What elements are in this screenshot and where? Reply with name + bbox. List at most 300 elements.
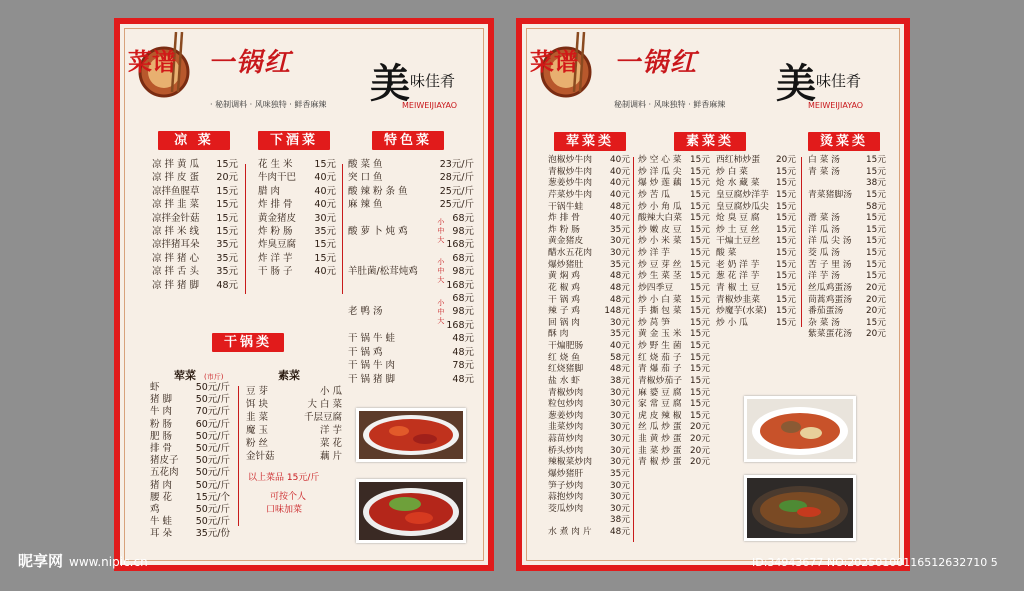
- menu-item-name: 黄金猪皮: [258, 212, 297, 224]
- menu-item-group: [348, 252, 474, 292]
- menu-item-price: 15元: [690, 224, 710, 235]
- menu-item: [808, 318, 886, 330]
- menu-item: [548, 306, 630, 318]
- menu-item: [348, 373, 474, 386]
- menu-item-name: 洋 瓜 汤: [808, 224, 840, 235]
- menu-item-name: 猪 脚: [150, 394, 173, 406]
- brand-title: 一锅红: [208, 48, 293, 78]
- menu-item: [348, 158, 474, 171]
- menu-item: [638, 399, 710, 411]
- menu-item: [548, 469, 630, 481]
- menu-item-price: 30元: [610, 492, 630, 503]
- menu-item-price: 50元/斤: [195, 467, 230, 479]
- menu-item-price: 15元: [776, 189, 796, 200]
- menu-item-name: 芹菜炒牛肉: [548, 189, 592, 200]
- menu-item-name: 炒 洋 芋: [638, 248, 670, 258]
- menu-item-price: 50元/斤: [195, 394, 230, 406]
- menu-item-name: 麻 婆 豆 腐: [638, 387, 682, 398]
- menu-item: [348, 332, 474, 345]
- menu-item-name: 黄 焖 鸡: [548, 271, 580, 282]
- menu-item: [638, 260, 710, 272]
- menu-item-price: 15元: [216, 226, 238, 238]
- size-label: 大: [437, 236, 445, 245]
- menu-item: [716, 225, 796, 237]
- menu-item: [258, 252, 336, 265]
- menu-item-price: 50元/斤: [195, 504, 230, 516]
- veg-item: [246, 450, 342, 463]
- menu-item-price: 15元: [690, 213, 710, 224]
- menu-item-price: 15元: [866, 166, 886, 177]
- menu-item: [258, 171, 336, 184]
- menu-item-price: 20元: [866, 329, 886, 340]
- menu-item: [548, 399, 630, 411]
- menu-item: [152, 185, 238, 198]
- menu-item: [548, 376, 630, 388]
- menu-item-name: 番茄蛋汤: [808, 306, 844, 317]
- menu-item: [548, 481, 630, 493]
- menu-item: [150, 467, 230, 479]
- menu-item-name: 牛 蛙: [150, 516, 173, 528]
- menu-item: [638, 213, 710, 225]
- menu-item-name: 炒 莴 笋: [638, 317, 670, 328]
- menu-item-price: 15元: [690, 236, 710, 247]
- menu-item: [716, 167, 796, 179]
- menu-item-price: 15元: [866, 155, 886, 165]
- menu-item-name: 炒 野 生 菌: [638, 341, 682, 351]
- ganguo-veg-note: 以上菜品 15元/斤: [248, 473, 320, 483]
- menu-item-name: 红烧猪脚: [548, 364, 584, 375]
- menu-item: [716, 213, 796, 225]
- veg-item-a: 魔 玉: [246, 425, 269, 436]
- divider: [633, 157, 634, 542]
- menu-item-price: 15元: [776, 201, 796, 212]
- menu-item: [548, 446, 630, 458]
- menu-item-price: 38元: [610, 515, 630, 526]
- menu-item: [150, 382, 230, 394]
- dish-photo-2: [356, 479, 466, 543]
- menu-item: [258, 185, 336, 198]
- menu-item-name: 泡椒炒牛肉: [548, 155, 592, 165]
- menu-item: [808, 213, 886, 225]
- menu-item-price: 15元: [776, 224, 796, 235]
- menu-item: [716, 306, 796, 318]
- mei-glyph: 美: [776, 60, 816, 107]
- menu-item-name: 凉 拌 黄 瓜: [152, 159, 200, 170]
- menu-item-name: 干 锅 猪 脚: [348, 373, 396, 385]
- tang-list: [808, 155, 886, 341]
- ganguo-veg-head: 素菜: [278, 369, 300, 382]
- menu-item: [548, 248, 630, 260]
- menu-item-price: 40元: [314, 266, 336, 278]
- menu-item: [152, 158, 238, 171]
- menu-item: [638, 283, 710, 295]
- menu-item-name: 干 锅 鸡: [348, 346, 383, 358]
- veg-item-a: 饵 块: [246, 399, 269, 410]
- menu-item: [808, 202, 886, 214]
- menu-item: [548, 225, 630, 237]
- section-title-tang: 烫菜类: [808, 132, 880, 151]
- xiajiu-list: [258, 158, 336, 279]
- menu-item-name: 猪 肉: [150, 479, 173, 491]
- menu-item: [638, 376, 710, 388]
- menu-item-price: 15元: [690, 341, 710, 351]
- menu-item-price: 23元/斤: [439, 159, 474, 170]
- menu-item: [152, 225, 238, 238]
- menu-item-price: 40元: [610, 166, 630, 177]
- menu-item-name: 羊肚菌/松茸炖鸡: [348, 266, 418, 278]
- menu-item-name: 干 肠 子: [258, 266, 293, 278]
- menu-item-price: 15元: [314, 239, 336, 251]
- menu-item-price: 20元: [690, 422, 710, 433]
- menu-item-name: 茼蒿鸡蛋汤: [808, 294, 852, 305]
- menu-item-name: 丝瓜鸡蛋汤: [808, 282, 852, 293]
- menu-item-price: 68元: [452, 252, 474, 264]
- menu-item: [348, 359, 474, 372]
- menu-item-name: 五花肉: [150, 467, 179, 479]
- menu-item: [716, 318, 796, 330]
- menu-item-name: 滑 菜 汤: [808, 213, 840, 224]
- menu-item: [348, 185, 474, 198]
- menu-item: [638, 271, 710, 283]
- menu-item-name: 酸 菜: [716, 248, 737, 258]
- menu-item-price: 40元: [314, 199, 336, 211]
- menu-item: [548, 515, 630, 527]
- menu-item-price: 15元: [776, 271, 796, 282]
- menu-item-name: 西红柿炒蛋: [716, 155, 760, 165]
- menu-item-price: 48元: [452, 346, 474, 358]
- menu-item-price: 40元: [314, 185, 336, 197]
- menu-item: [638, 364, 710, 376]
- menu-item-price: 30元: [610, 399, 630, 410]
- menu-item-name: 炒 土 豆 丝: [716, 224, 760, 235]
- menu-item-name: 牛肉干巴: [258, 172, 297, 184]
- menu-item-price: 15元: [690, 189, 710, 200]
- menu-item-price: 35元: [216, 266, 238, 278]
- menu-item: [638, 155, 710, 167]
- menu-item-price: 30元: [610, 434, 630, 444]
- menu-item-name: 青 椒 土 豆: [716, 282, 760, 293]
- menu-item-name: 葱姜炒肉: [548, 410, 584, 421]
- menu-item-name: 爆炒猪肚: [548, 259, 584, 270]
- menu-item-name: 干煸肥肠: [548, 341, 584, 351]
- menu-item: [808, 178, 886, 190]
- menu-item-price: 15元: [776, 178, 796, 189]
- menu-item-name: 炒 白 菜: [716, 166, 748, 177]
- menu-item: [808, 329, 886, 341]
- menu-item: [638, 446, 710, 458]
- menu-item-name: 家 常 豆 腐: [638, 399, 682, 410]
- menu-item-name: 葱 花 洋 芋: [716, 271, 760, 282]
- menu-item-price: 15元: [866, 213, 886, 224]
- menu-item-name: 牛 肉: [150, 406, 173, 418]
- menu-item-name: 老 鸭 汤: [348, 306, 383, 318]
- menu-item-name: 凉 拌 舌 头: [152, 266, 200, 278]
- menu-item-price: 168元: [446, 319, 474, 331]
- menu-item: [548, 318, 630, 330]
- menu-item-name: 青 菜 汤: [808, 166, 840, 177]
- menu-item-name: 茭 瓜 汤: [808, 248, 840, 258]
- menu-item-price: 15元: [866, 271, 886, 282]
- veg-item-b: 藕 片: [319, 451, 342, 462]
- menu-page-left: [114, 18, 494, 571]
- menu-item-price: 58元: [610, 352, 630, 363]
- menu-item: [808, 295, 886, 307]
- menu-item-price: 15元: [216, 185, 238, 197]
- menu-item-price: 15元: [690, 375, 710, 386]
- menu-item-name: 干 锅 鸡: [548, 294, 580, 305]
- menu-paper: [120, 24, 488, 565]
- menu-item-price: 15元: [690, 201, 710, 212]
- menu-item-name: 青 爆 茄 子: [638, 364, 682, 375]
- menu-item-price: 30元: [610, 422, 630, 433]
- dish-photo-3: [744, 396, 856, 462]
- watermark-brand: 昵享网: [18, 552, 64, 570]
- menu-item-price: 68元: [452, 212, 474, 224]
- menu-item: [808, 248, 886, 260]
- veg-item: [246, 398, 342, 411]
- menu-item: [548, 422, 630, 434]
- menu-item-name: 凉 拌 韭 菜: [152, 199, 200, 211]
- veg-item-b: 大 白 菜: [307, 399, 342, 410]
- menu-item: [716, 236, 796, 248]
- menu-item: [808, 225, 886, 237]
- size-labels: [437, 218, 444, 245]
- menu-item: [638, 236, 710, 248]
- menu-item: [548, 329, 630, 341]
- menu-item: [716, 155, 796, 167]
- menu-item-price: 68元: [452, 293, 474, 305]
- menu-item-price: 98元: [452, 226, 474, 238]
- menu-item-name: 酥 肉: [548, 329, 569, 340]
- menu-item-name: 粒包炒肉: [548, 399, 584, 410]
- menu-item-name: 炸 粉 肠: [548, 224, 580, 235]
- menu-item-price: 15元/个: [195, 491, 230, 503]
- menu-item-name: 青椒炒韭菜: [716, 294, 760, 305]
- menu-item-name: 黄 金 玉 米: [638, 329, 682, 340]
- menu-item-name: 炝 水 藏 菜: [716, 178, 760, 189]
- menu-item: [638, 422, 710, 434]
- menu-item-price: 40元: [610, 341, 630, 351]
- menu-item-name: 猪皮子: [150, 455, 179, 467]
- menu-item-price: 15元: [690, 259, 710, 270]
- menu-item-price: 30元: [610, 248, 630, 258]
- menu-item-price: 48元: [610, 201, 630, 212]
- menu-item: [152, 238, 238, 251]
- menu-item-price: 15元: [690, 155, 710, 165]
- su-list-2: [716, 155, 796, 329]
- price-list: [446, 212, 474, 252]
- menu-item-price: 15元: [776, 166, 796, 177]
- menu-item-name: 炸 排 骨: [258, 199, 293, 211]
- menu-item: [150, 394, 230, 406]
- menu-item-price: 15元: [216, 159, 238, 170]
- menu-item: [638, 306, 710, 318]
- menu-item: [548, 364, 630, 376]
- mei-text: 味佳肴: [816, 72, 862, 90]
- menu-item: [152, 265, 238, 278]
- menu-item-price: 50元/斤: [195, 479, 230, 491]
- menu-item-name: 凉拌金针菇: [152, 212, 200, 224]
- size-label: 小: [437, 298, 445, 307]
- menu-item-price: 40元: [610, 155, 630, 165]
- size-label: 中: [437, 267, 445, 276]
- menu-item-price: 15元: [314, 252, 336, 264]
- tese-list: [348, 158, 474, 386]
- size-label: 小: [437, 258, 445, 267]
- menu-item: [808, 167, 886, 179]
- dish-photo-4: [744, 475, 856, 541]
- menu-item-name: 酸 辣 粉 条 鱼: [348, 185, 408, 197]
- menu-item-name: 炸 洋 芋: [258, 252, 293, 264]
- menu-item: [716, 283, 796, 295]
- menu-item-name: 干 锅 牛 蛙: [348, 333, 396, 345]
- section-title-su: 素菜类: [674, 132, 746, 151]
- veg-item-b: 小 瓜: [319, 386, 342, 397]
- menu-item-price: 15元: [866, 236, 886, 247]
- menu-item-name: 红 烧 茄 子: [638, 352, 682, 363]
- menu-page-right: [516, 18, 910, 571]
- menu-item-name: 青 椒 炒 蛋: [638, 457, 682, 468]
- brand-slogan: 秘制调料 · 风味独特 · 鲜香麻辣: [614, 100, 726, 109]
- menu-item: [150, 406, 230, 418]
- menu-item-price: 30元: [610, 457, 630, 468]
- menu-item: [638, 457, 710, 469]
- size-prices: [437, 212, 474, 252]
- price-list: [446, 252, 474, 292]
- menu-item-name: 爆炒猪肝: [548, 468, 584, 479]
- divider: [238, 386, 239, 526]
- section-title-tese: 特色菜: [372, 131, 444, 150]
- menu-item-price: 35元/份: [195, 528, 230, 540]
- veg-item-b: 千层豆腐: [303, 412, 342, 423]
- size-prices: [437, 252, 474, 292]
- menu-item-price: 15元: [216, 212, 238, 224]
- ganguo-unit: (市斤): [204, 373, 224, 381]
- menu-item-name: 酸 菜 鱼: [348, 159, 383, 170]
- section-title-hun: 荤菜类: [554, 132, 626, 151]
- menu-item-price: 38元: [610, 375, 630, 386]
- menu-item-name: 炒 小 米 菜: [638, 236, 682, 247]
- menu-item: [638, 190, 710, 202]
- menu-item-name: 辣椒菜炒肉: [548, 457, 592, 468]
- menu-item: [348, 346, 474, 359]
- menu-item-name: 手 撕 包 菜: [638, 306, 682, 317]
- menu-item-price: 15元: [866, 224, 886, 235]
- menu-item: [150, 504, 230, 516]
- ganguo-meat-list: [150, 382, 230, 541]
- menu-item-name: 杂 菜 汤: [808, 317, 840, 328]
- menu-item: [808, 260, 886, 272]
- menu-item: [548, 341, 630, 353]
- menu-item: [638, 329, 710, 341]
- veg-item-b: 洋 芋: [319, 425, 342, 436]
- menu-item: [638, 353, 710, 365]
- liangcai-list: [152, 158, 238, 292]
- section-title-ganguo: 干锅类: [212, 333, 284, 352]
- menu-item-price: 15元: [314, 159, 336, 170]
- menu-item-name: 皇豆腐炒洋芋: [716, 189, 769, 200]
- menu-item-price: 40元: [610, 213, 630, 224]
- menu-item-price: 30元: [610, 236, 630, 247]
- menu-item-price: 35元: [216, 239, 238, 251]
- menu-item-price: 98元: [452, 306, 474, 318]
- menu-item-name: 水 煮 肉 片: [548, 527, 592, 537]
- menu-item: [548, 155, 630, 167]
- menu-item-name: 干煸土豆丝: [716, 236, 760, 247]
- menu-item-name: 青椒炒肉: [548, 387, 584, 398]
- menu-item-price: 40元: [314, 172, 336, 184]
- menu-paper: [522, 24, 904, 565]
- menu-item-price: 15元: [690, 352, 710, 363]
- menu-item: [152, 212, 238, 225]
- menu-item-name: 干锅牛蛙: [548, 201, 584, 212]
- menu-item-price: 30元: [610, 410, 630, 421]
- menu-item-name: 辣 子 鸡: [548, 306, 580, 317]
- menu-item-price: 48元: [216, 279, 238, 291]
- menu-item-name: 桥头炒肉: [548, 445, 584, 456]
- menu-item-price: 15元: [690, 329, 710, 340]
- menu-item-name: 虎 皮 辣 椒: [638, 410, 682, 421]
- menu-item-price: 15元: [776, 306, 796, 317]
- menu-item-name: 炒 小 角 瓜: [638, 201, 682, 212]
- menu-item-price: 15元: [776, 213, 796, 224]
- menu-item-name: 炸 排 骨: [548, 213, 580, 224]
- menu-item-price: 20元: [776, 155, 796, 165]
- brand-title: 一锅红: [614, 48, 699, 78]
- size-labels: [437, 299, 444, 326]
- menu-item: [716, 202, 796, 214]
- menu-item: [152, 279, 238, 292]
- menu-item-name: 突 口 鱼: [348, 172, 383, 184]
- menu-item: [548, 434, 630, 446]
- menu-item-name: 盐 水 虾: [548, 375, 580, 386]
- menu-item-name: 醋水五花肉: [548, 248, 592, 258]
- menu-item-name: 炝 臭 豆 腐: [716, 213, 760, 224]
- menu-item-name: 凉 拌 猪 心: [152, 252, 200, 264]
- menu-item: [348, 198, 474, 211]
- menu-item-name: 炒 洋 瓜 尖: [638, 166, 682, 177]
- menu-item-price: 48元: [610, 282, 630, 293]
- menu-item-price: 20元: [690, 457, 710, 468]
- menu-item-name: 笋子炒肉: [548, 480, 584, 491]
- menu-item-name: 花 椒 鸡: [548, 282, 580, 293]
- menu-item-price: 15元: [776, 259, 796, 270]
- menu-item-name: 腊 肉: [258, 185, 281, 197]
- menu-item-price: 168元: [446, 239, 474, 251]
- size-label: 小: [437, 218, 445, 227]
- menu-item-price: 20元: [866, 282, 886, 293]
- menu-item-price: 60元/斤: [195, 418, 230, 430]
- menu-item-price: 48元: [452, 373, 474, 385]
- menu-item: [258, 225, 336, 238]
- menu-item-name: 炒 小 瓜: [716, 317, 748, 328]
- menu-item-price: 15元: [776, 236, 796, 247]
- menu-item-price: 30元: [610, 503, 630, 514]
- size-labels: [437, 258, 444, 285]
- menu-item-price: 35元: [610, 468, 630, 479]
- mei-text: 味佳肴: [410, 72, 456, 90]
- size-prices: [437, 292, 474, 332]
- ganguo-veg-list: [246, 385, 342, 463]
- menu-item-price: 40元: [610, 178, 630, 189]
- menu-item-name: 肥 肠: [150, 430, 173, 442]
- image-id-line: ID:34943677 NO:20250100116512632710 5: [752, 556, 998, 569]
- menu-item: [150, 431, 230, 443]
- size-label: 大: [437, 316, 445, 325]
- menu-item-price: 15元: [690, 178, 710, 189]
- menu-item: [548, 388, 630, 400]
- menu-item-price: 30元: [610, 480, 630, 491]
